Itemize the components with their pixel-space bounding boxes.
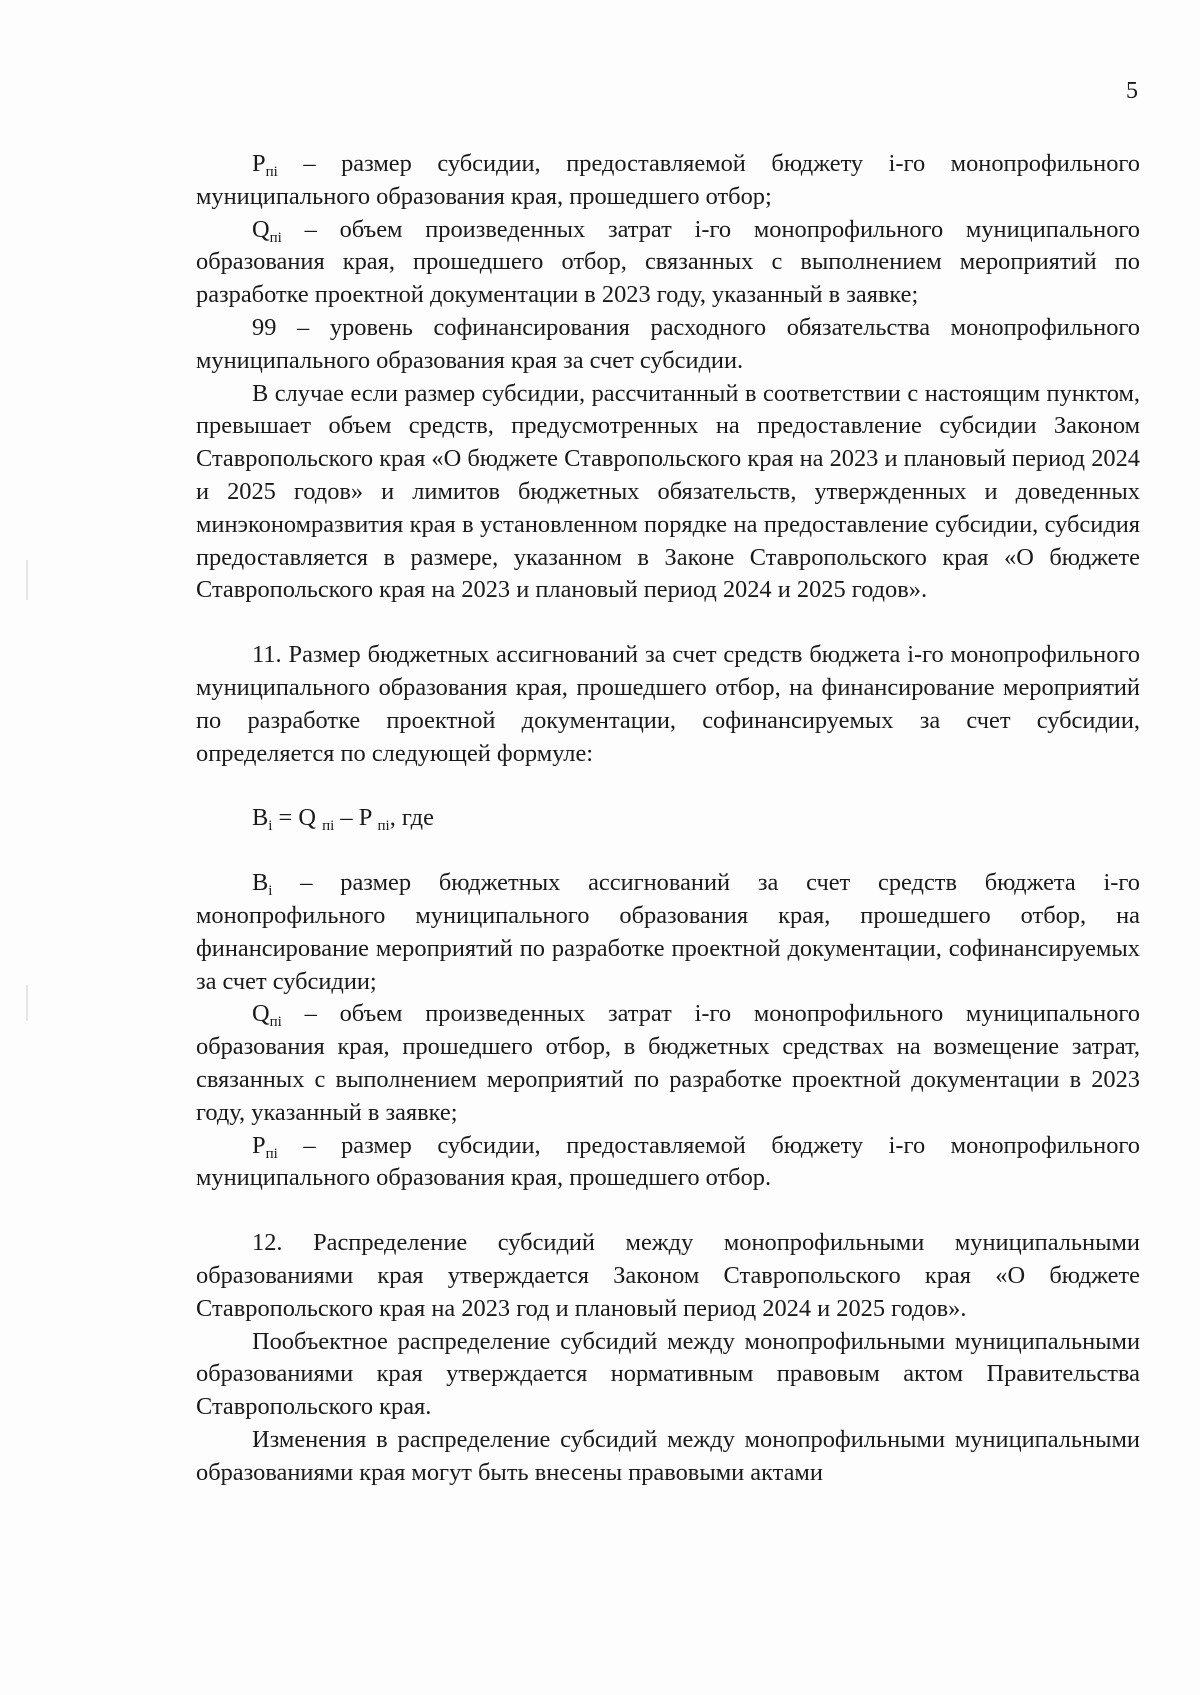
definition-p-ni-2: $P_{пi}$ – размер субсидии, предоставляемой бюджету i-го монопрофильного муниципального образования края, прошедшего отбор. — [196, 1131, 1140, 1192]
paragraph-gap — [196, 835, 1140, 867]
cofinancing-level: 99 – уровень софинансирования расходного обязательства монопрофильного муниципального образования края за счет субсидии. — [196, 313, 1140, 374]
definition-q-ni-2: $Q_{пi}$ – объем произведенных затрат i-го монопрофильного муниципального образования края, прошедшего отбор, в бюджетных средствах на возмещение затрат, связанных с выполнением мероприятий по разработке проектной документации в 2023 году, указанный в заявке; — [196, 1000, 1140, 1126]
definition-q-ni: $Q_{пi}$ – объем произведенных затрат i-го монопрофильного муниципального образования края, прошедшего отбор, связанных с выполнением мероприятий по разработке проектной документации в 2023 году, указанный в заявке; — [196, 215, 1140, 309]
scan-artifact — [26, 985, 28, 1021]
definition-p-ni: $P_{пi}$ – размер субсидии, предоставляемой бюджету i-го монопрофильного муниципального образования края, прошедшего отбор; — [196, 150, 1140, 210]
budget-formula: $B_i = Q$ $_{пi}$ – P $_{пi}$, где — [252, 804, 434, 835]
paragraph-gap — [196, 1195, 1140, 1227]
paragraph-gap — [196, 607, 1140, 639]
object-distribution-paragraph: Пообъектное распределение субсидий между монопрофильными муниципальными образованиями края утверждается нормативным правовым актом Правительства Ставропольского края. — [196, 1327, 1140, 1421]
subsidy-limit-paragraph: В случае если размер субсидии, рассчитанный в соответствии с настоящим пунктом, превышает объем средств, предусмотренных на предоставление субсидии Законом Ставропольского края «О бюджете Ставропольского края на 2023 и плановый период 2024 и 2025 годов» и лимитов бюджетных обязательств, утвержденных и доведенных минэкономразвития края в установленном порядке на предоставление субсидии, субсидия предоставляется в размере, указанном в Законе Ставропольского края «О бюджете Ставропольского края на 2023 и плановый период 2024 и 2025 годов». — [196, 379, 1140, 604]
section-11: 11. Размер бюджетных ассигнований за счет средств бюджета i-го монопрофильного муниципального образования края, прошедшего отбор, на финансирование мероприятий по разработке проектной документации, софинансируемых за счет субсидии, определяется по следующей формуле: — [196, 641, 1140, 767]
distribution-changes-paragraph: Изменения в распределение субсидий между монопрофильными муниципальными образованиями края могут быть внесены правовыми актами — [196, 1425, 1140, 1486]
document-body — [196, 148, 1140, 1489]
paragraph-gap — [196, 770, 1140, 802]
section-12: 12. Распределение субсидий между монопрофильными муниципальными образованиями края утверждается Законом Ставропольского края «О бюджете Ставропольского края на 2023 год и плановый период 2024 и 2025 годов». — [196, 1229, 1140, 1322]
scan-artifact — [26, 560, 28, 600]
page-number: 5 — [1126, 78, 1138, 104]
definition-b-i: $B_i$ – размер бюджетных ассигнований за счет средств бюджета i-го монопрофильного муниципального образования края, прошедшего отбор, на финансирование мероприятий по разработке проектной документации, софинансируемых за счет субсидии; — [196, 869, 1140, 995]
